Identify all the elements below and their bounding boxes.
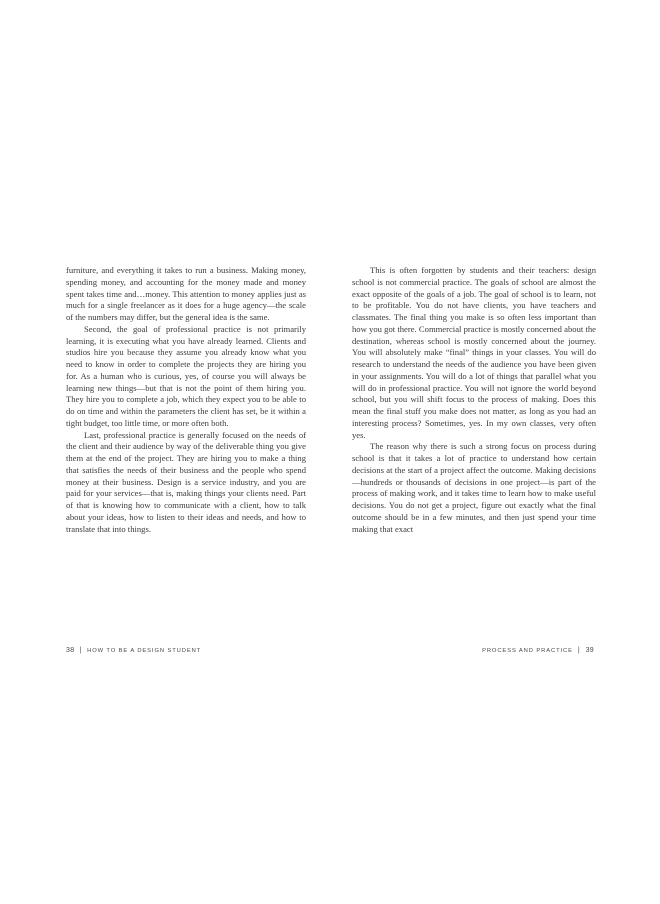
page-number: 38	[66, 647, 75, 654]
right-text-column	[352, 265, 596, 535]
paragraph: furniture, and everything it takes to run a business. Making money, spending money, and accounting for the money made and money spent takes time and…money. This attention to money applies just as much for a single freelancer as it does for a huge agency—the scale of the numbers may differ, but the general idea is the same.	[66, 265, 306, 322]
paragraph: This is often forgotten by students and their teachers: design school is not commercial practice. The goals of school are almost the exact opposite of the goals of a job. The goal of school is to learn, not to be profitable. You do not have clients, you have teachers and classmates. The final thing you make is so often less important than how you got there. Commercial practice is mostly concerned about the destination, whereas school is mostly concerned about the journey. You will absolutely make “final” things in your classes. You will do research to understand the needs of the audience you have been given in your assignments. You will do a lot of things that parallel what you will do in professional practice. You will not ignore the world beyond school, but you will shift focus to the process of making. Does this mean the final stuff you make does not matter, as long as you had an interesting process? Sometimes, yes. In my own classes, very often yes.	[352, 265, 596, 440]
paragraph: Second, the goal of professional practice is not primarily learning, it is executing what you have already learned. Clients and studios hire you because they assume you already know what you need to know in order to complete the projects they are hiring you for. As a human who is curious, yes, of course you will always be learning new things—but that is not the point of them hiring you. They hire you to complete a job, which they expect you to be able to do on time and within the parameters the client has set, be it within a tight budget, too little time, or more often both.	[66, 323, 306, 428]
page-number: 39	[585, 647, 594, 654]
right-page-footer	[482, 647, 594, 654]
footer-separator: |	[577, 647, 581, 654]
left-page-footer	[66, 647, 201, 654]
running-title: PROCESS AND PRACTICE	[482, 648, 573, 654]
paragraph: The reason why there is such a strong focus on process during school is that it takes a lot of practice to understand how certain decisions at the start of a project affect the outcome. Making decisions—hundreds or thousands of decisions in one project—is part of the process of making work, and it takes time to learn how to make useful decisions. You do not get a project, figure out exactly what the final outcome should be in a few minutes, and then just spend your time making that exact	[352, 441, 596, 534]
footer-separator: |	[79, 647, 83, 654]
running-title: HOW TO BE A DESIGN STUDENT	[87, 648, 202, 654]
left-text-column	[66, 265, 306, 535]
right-page	[330, 0, 660, 904]
paragraph: Last, professional practice is generally focused on the needs of the client and their audience by way of the deliverable thing you give them at the end of the project. They are hiring you to make a thing that satisfies the needs of their business and the people who spend money at their business. Design is a service industry, and you are paid for your services—that is, making things your clients need. Part of that is knowing how to communicate with a client, how to talk about your ideas, how to listen to their ideas and needs, and how to translate that into things.	[66, 429, 306, 534]
